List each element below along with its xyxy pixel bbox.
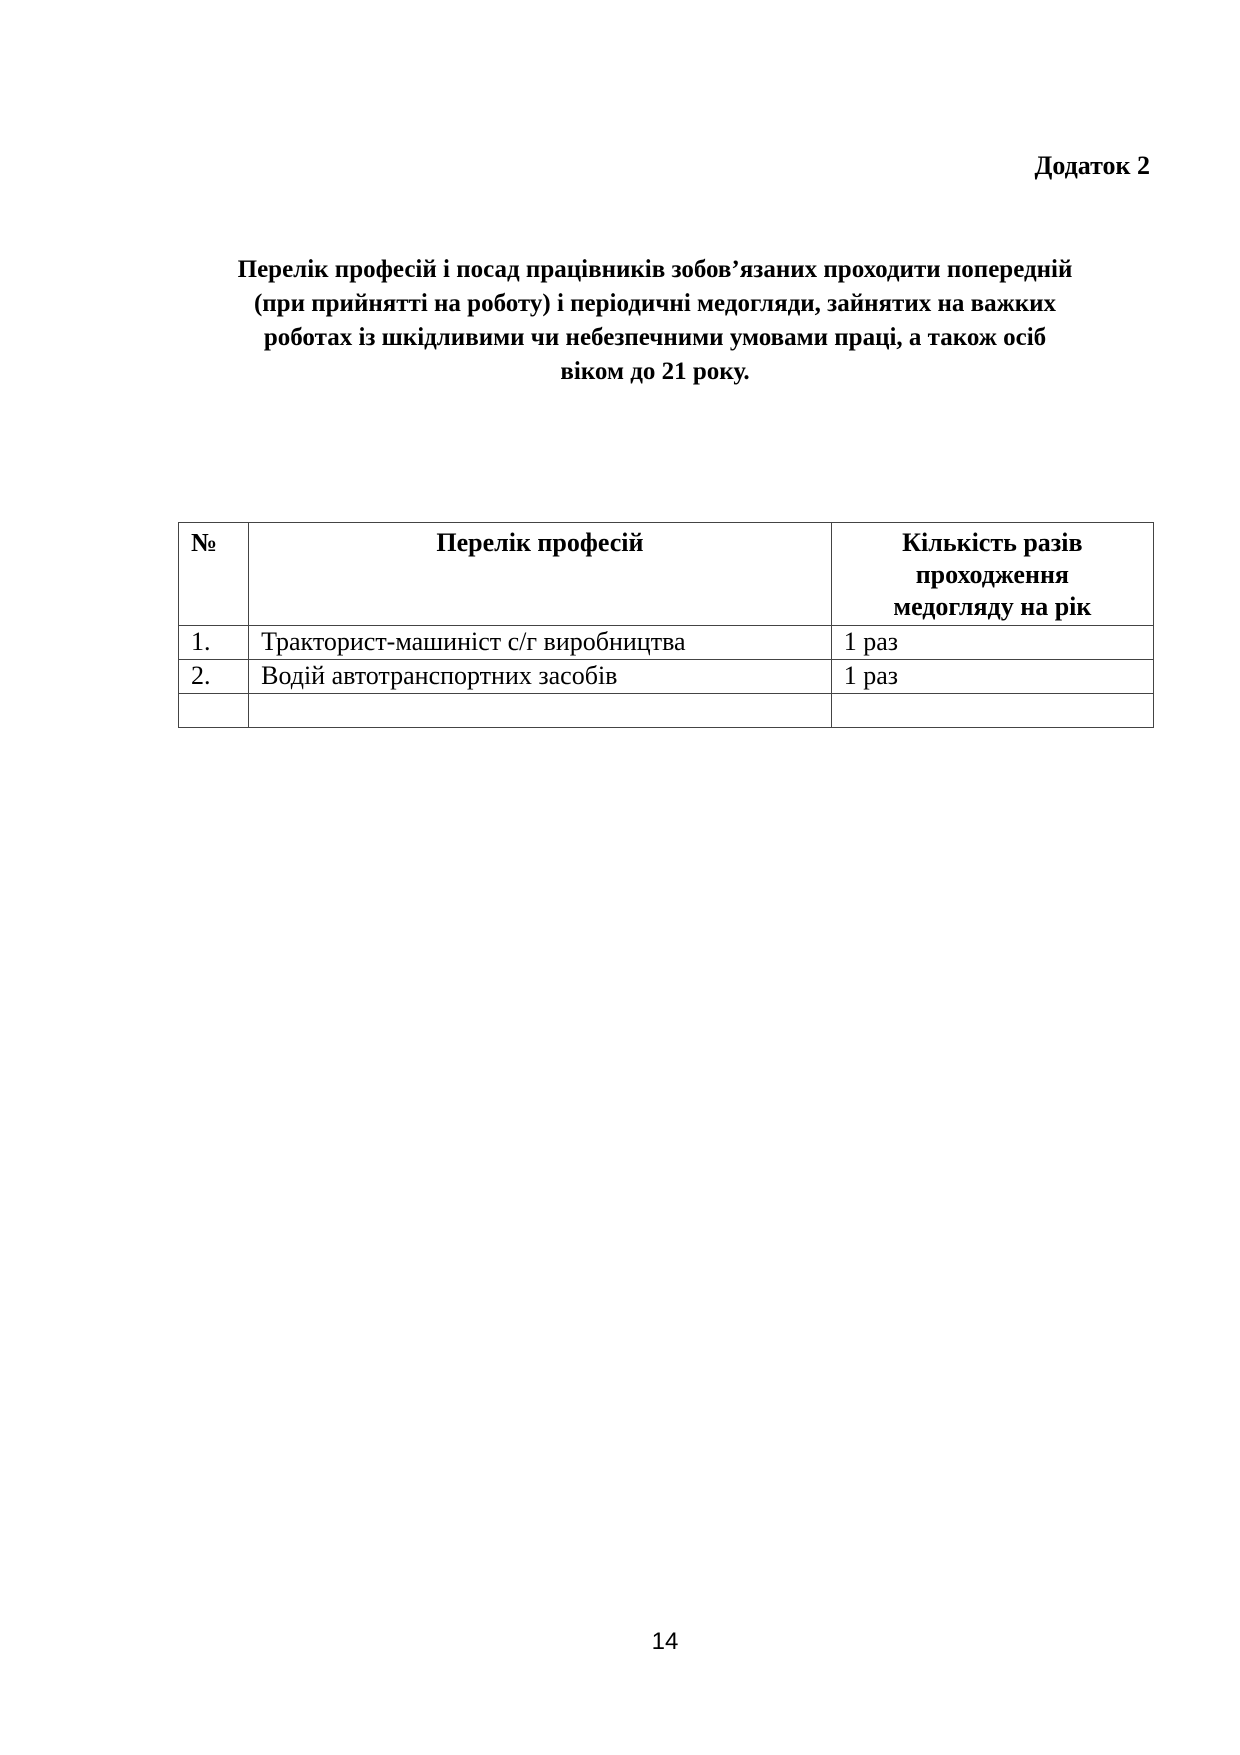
header-exam-count <box>831 523 1153 626</box>
header-number: № <box>179 523 249 626</box>
header-exam-count-line: Кількість разів <box>902 528 1083 557</box>
title-line: віком до 21 року. <box>560 358 750 385</box>
appendix-label: Додаток 2 <box>1034 151 1150 180</box>
professions-table <box>178 522 1154 728</box>
title-line: (при прийнятті на роботу) і періодичні медогляди, зайнятих на важких <box>253 290 1057 317</box>
row-exam-count <box>831 694 1153 728</box>
title-line: роботах із шкідливими чи небезпечними умовами праці, а також осіб <box>263 324 1047 351</box>
header-exam-count-line: медогляду на рік <box>893 592 1092 621</box>
document-title <box>160 253 1150 389</box>
row-profession <box>249 694 832 728</box>
row-number: 2. <box>179 660 249 694</box>
row-number: 1. <box>179 626 249 660</box>
row-exam-count: 1 раз <box>831 626 1153 660</box>
table-row <box>179 626 1154 660</box>
header-profession: Перелік професій <box>249 523 832 626</box>
page-number: 14 <box>651 1628 679 1655</box>
table-header-row <box>179 523 1154 626</box>
table-row <box>179 694 1154 728</box>
row-exam-count: 1 раз <box>831 660 1153 694</box>
title-line: Перелік професій і посад працівників зобов’язаних проходити попередній <box>237 256 1073 283</box>
table-row <box>179 660 1154 694</box>
row-number <box>179 694 249 728</box>
row-profession: Тракторист-машиніст с/г виробництва <box>249 626 832 660</box>
header-exam-count-line: проходження <box>915 560 1069 589</box>
row-profession: Водій автотранспортних засобів <box>249 660 832 694</box>
